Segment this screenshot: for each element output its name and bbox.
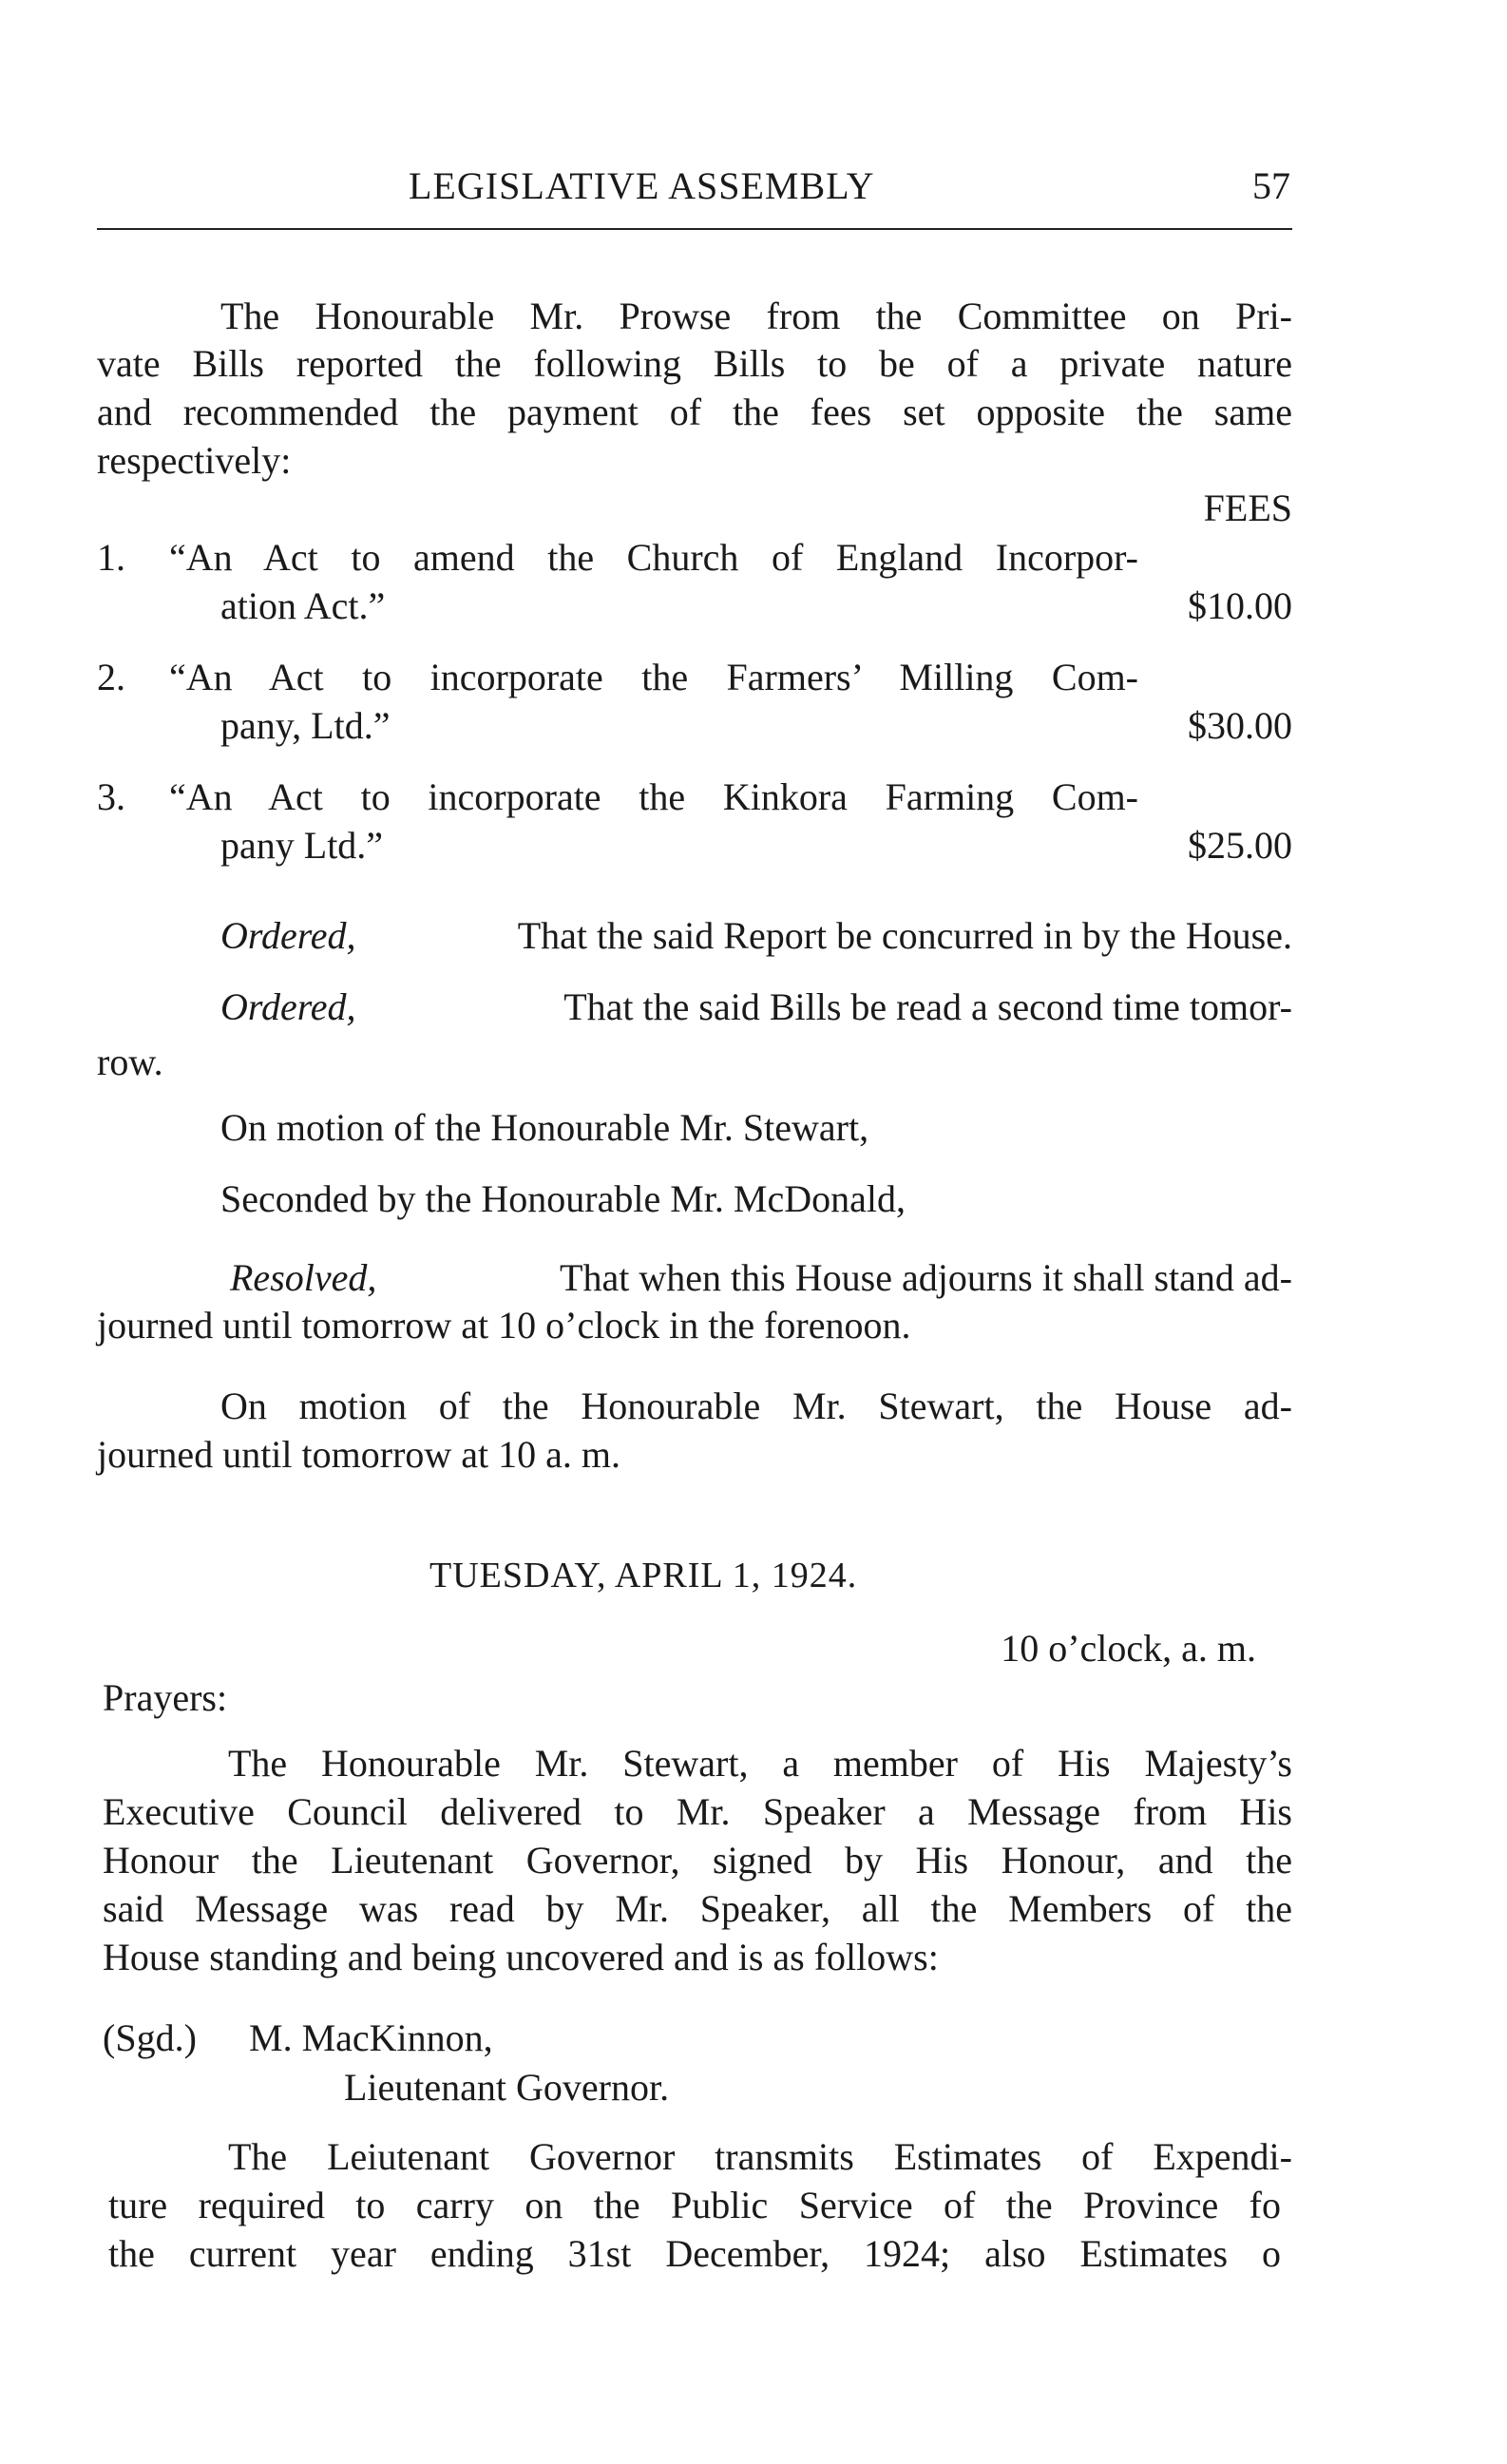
header-rule (97, 228, 1292, 230)
resolved-line (230, 1254, 1292, 1302)
order-1-text: That the said Report be concurred in by the House. (517, 914, 1292, 957)
bill-2-title-line-2: pany, Ltd.” (220, 704, 391, 747)
resolved-continuation: journed until tomorrow at 10 o’clock in the forenoon. (97, 1304, 911, 1347)
motion-seconded: Seconded by the Honourable Mr. McDonald, (220, 1177, 906, 1220)
page-number: 57 (1252, 164, 1290, 207)
order-1-word: Ordered, (220, 914, 356, 957)
signature-name: M. MacKinnon, (249, 2016, 493, 2059)
bill-1-title-line-1: “An Act to amend the Church of England Incorpor- (169, 536, 1138, 579)
bill-2-fee: $30.00 (1188, 704, 1292, 747)
report-line-1: The Honourable Mr. Prowse from the Committee on Pri- (220, 295, 1292, 337)
order-2 (220, 984, 1292, 1031)
order-2-text: That the said Bills be read a second time tomor- (563, 985, 1292, 1028)
session-time: 10 o’clock, a. m. (1001, 1627, 1256, 1670)
resolved-word: Resolved, (230, 1256, 377, 1299)
report-line-4: respectively: (97, 439, 292, 482)
estimates-line-1: The Leiutenant Governor transmits Estimates of Expendi- (228, 2135, 1292, 2178)
estimates-line-3: the current year ending 31st December, 1924; also Estimates o (108, 2232, 1281, 2275)
bill-2-title-line-1: “An Act to incorporate the Farmers’ Milling Com- (169, 656, 1138, 698)
bill-3-fee: $25.00 (1188, 824, 1292, 867)
signature-title: Lieutenant Governor. (344, 2066, 670, 2109)
fees-label: FEES (1203, 487, 1292, 529)
signature-prefix: (Sgd.) (103, 2016, 197, 2059)
order-1 (220, 912, 1292, 960)
message-line-5: House standing and being uncovered and is as follows: (103, 1936, 939, 1978)
message-line-1: The Honourable Mr. Stewart, a member of His Majesty’s (228, 1742, 1292, 1785)
bill-2-number: 2. (97, 656, 125, 698)
message-line-2: Executive Council delivered to Mr. Speaker a Message from His (103, 1790, 1292, 1833)
motion-line-1: On motion of the Honourable Mr. Stewart, (220, 1106, 869, 1149)
bill-1-title-line-2: ation Act.” (220, 584, 386, 627)
bill-1-number: 1. (97, 536, 125, 579)
running-header-title: LEGISLATIVE ASSEMBLY (409, 164, 875, 207)
bill-1-fee: $10.00 (1188, 584, 1292, 627)
prayers-label: Prayers: (103, 1676, 228, 1719)
estimates-line-2: ture required to carry on the Public Service of the Province fo (108, 2184, 1281, 2226)
bill-3-title-line-2: pany Ltd.” (220, 824, 384, 867)
order-2-word: Ordered, (220, 985, 356, 1028)
order-2-continuation: row. (97, 1041, 163, 1083)
day-heading: TUESDAY, APRIL 1, 1924. (429, 1556, 858, 1595)
report-line-3: and recommended the payment of the fees set opposite the same (97, 391, 1292, 433)
adjourn-line-2: journed until tomorrow at 10 a. m. (97, 1433, 621, 1476)
adjourn-line-1: On motion of the Honourable Mr. Stewart, the House ad- (220, 1385, 1292, 1427)
resolved-text: That when this House adjourns it shall stand ad- (560, 1256, 1292, 1299)
bill-3-number: 3. (97, 775, 125, 818)
message-line-4: said Message was read by Mr. Speaker, all the Members of the (103, 1887, 1292, 1930)
bill-3-title-line-1: “An Act to incorporate the Kinkora Farming Com- (169, 775, 1138, 818)
report-line-2: vate Bills reported the following Bills to be of a private nature (97, 342, 1292, 385)
message-line-3: Honour the Lieutenant Governor, signed by His Honour, and the (103, 1839, 1292, 1881)
